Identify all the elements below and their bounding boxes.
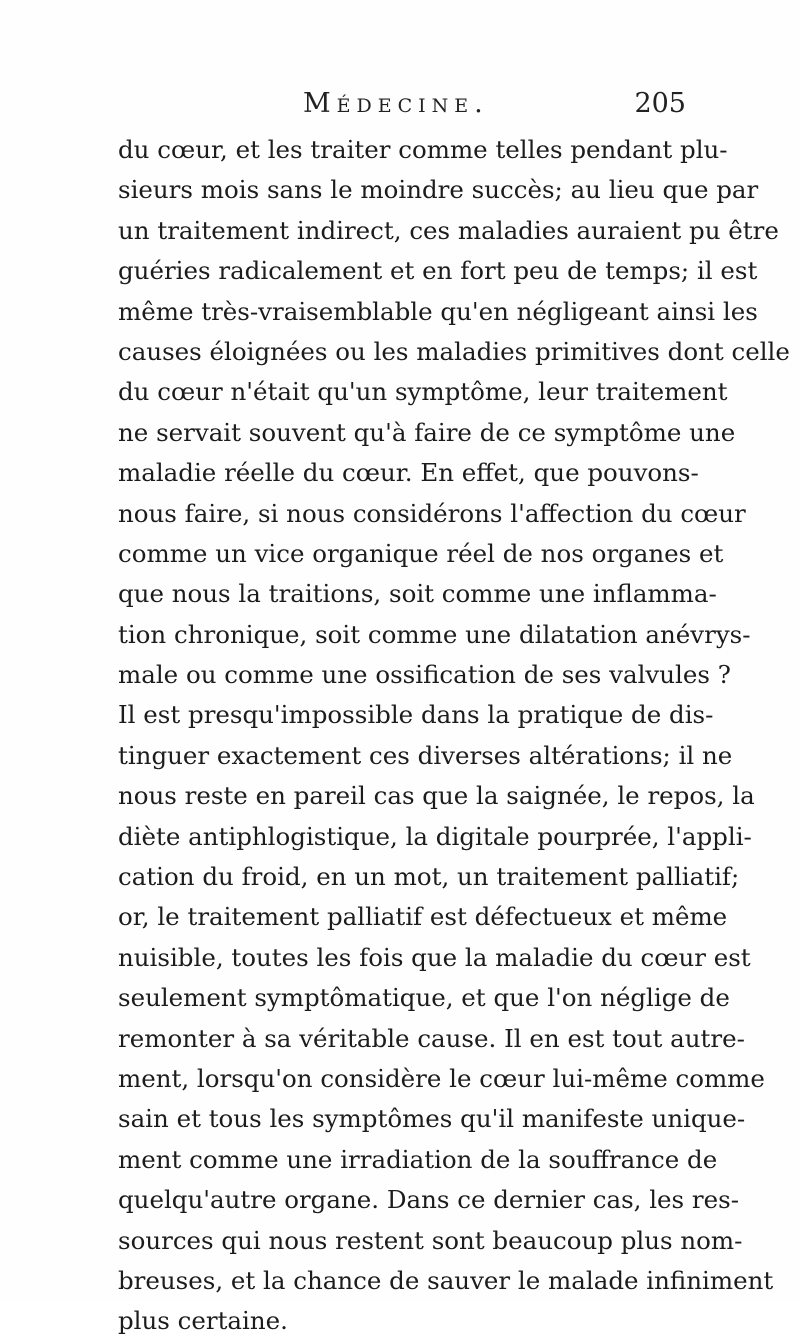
text-line: un traitement indirect, ces maladies auraient pu être [118,215,779,245]
text-line: quelqu'autre organe. Dans ce dernier cas, les res- [118,1185,739,1215]
text-line: ment, lorsqu'on considère le cœur lui-même comme [118,1063,765,1093]
running-head-title: Médecine. [303,88,489,119]
text-line: même très-vraisemblable qu'en négligeant ainsi les [118,296,758,326]
text-line: du cœur, et les traiter comme telles pendant plu- [118,135,728,164]
text-line: nous faire, si nous considérons l'affection du cœur [118,498,746,528]
text-line: Il est presqu'impossible dans la pratique de dis- [118,700,714,730]
text-line: maladie réelle du cœur. En effet, que pouvons- [118,458,699,488]
text-line: guéries radicalement et en fort peu de temps; il est [118,256,758,286]
text-line: tion chronique, soit comme une dilatation anévrys- [118,619,751,649]
text-line: or, le traitement palliatif est défectueux et même [118,902,728,932]
text-line: nuisible, toutes les fois que la maladie du cœur est [118,942,751,972]
text-line: remonter à sa véritable cause. Il en est tout autre- [118,1023,745,1053]
text-line: causes éloignées ou les maladies primitives dont celle [118,336,790,366]
text-line: que nous la traitions, soit comme une inflamma- [118,579,717,609]
text-line: male ou comme une ossification de ses valvules ? [118,660,731,690]
text-line: sain et tous les symptômes qu'il manifeste unique- [118,1104,746,1134]
running-head [118,88,686,128]
text-line: ment comme une irradiation de la souffrance de [118,1144,718,1174]
text-line: nous reste en pareil cas que la saignée, le repos, la [118,781,755,811]
text-line: seulement symptômatique, et que l'on néglige de [118,983,730,1013]
text-line: ne servait souvent qu'à faire de ce symptôme une [118,417,736,447]
text-line: sieurs mois sans le moindre succès; au lieu que par [118,175,759,205]
text-line: tinguer exactement ces diverses altérations; il ne [118,740,733,770]
body-text [118,130,790,1342]
text-line: comme un vice organique réel de nos organes et [118,538,724,568]
text-line: breuses, et la chance de sauver le malade infiniment [118,1265,774,1295]
page-number: 205 [634,88,686,119]
text-line: plus certaine. [118,1306,288,1336]
text-line: sources qui nous restent sont beaucoup plus nom- [118,1225,743,1255]
text-line: diète antiphlogistique, la digitale pourprée, l'appli- [118,821,752,851]
text-line: cation du froid, en un mot, un traitement palliatif; [118,862,740,892]
text-line: du cœur n'était qu'un symptôme, leur traitement [118,377,728,407]
